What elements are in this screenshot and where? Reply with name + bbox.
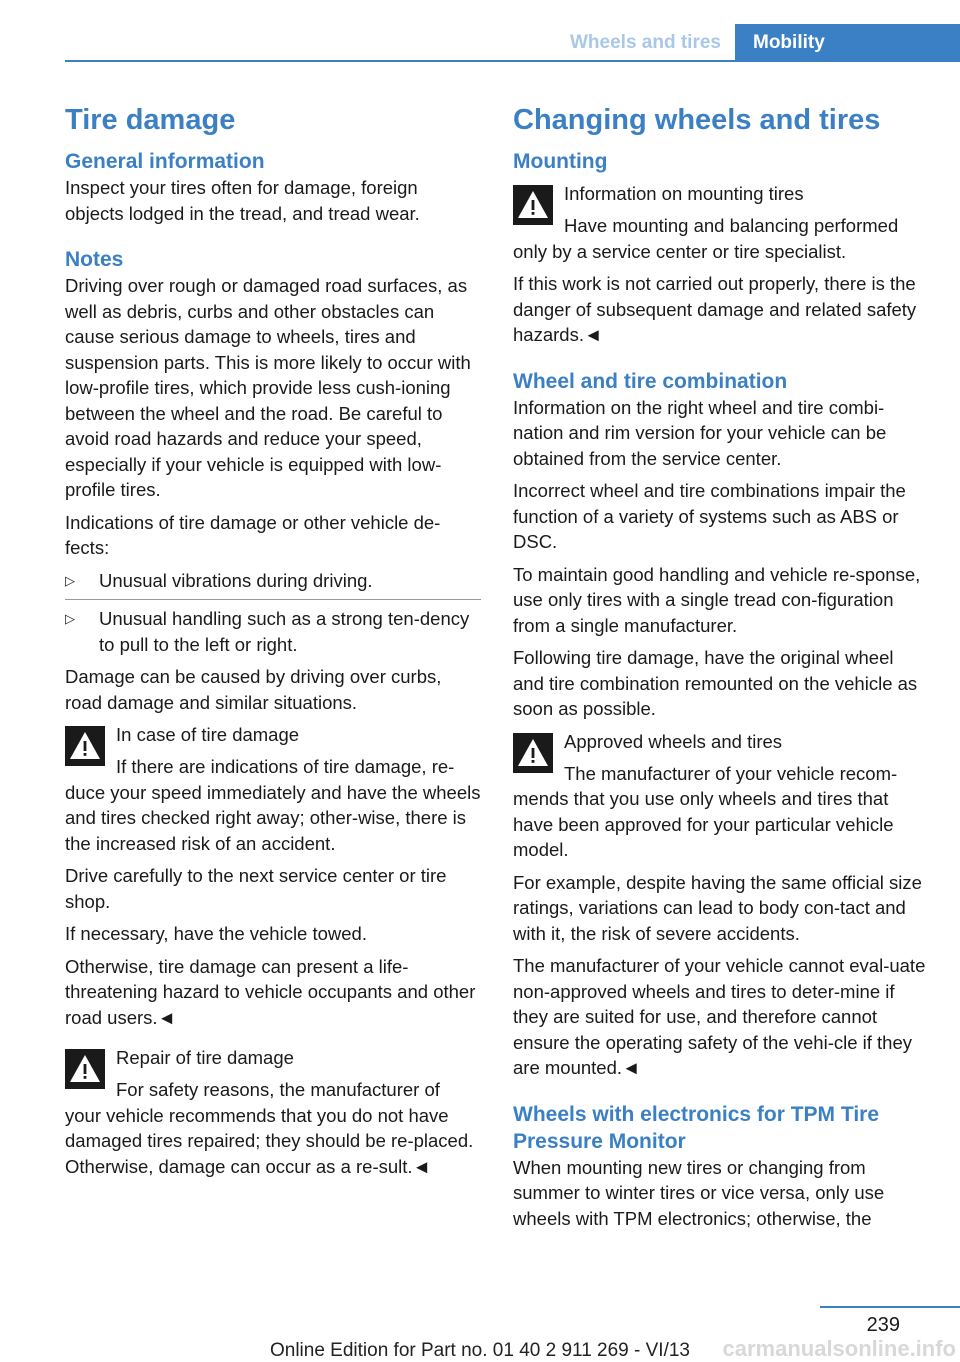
combination-paragraph-2: Incorrect wheel and tire combinations impair the function of a variety of systems such as ABS or DSC. <box>513 480 906 552</box>
warning-body: For safety reasons, the manufacturer of your vehicle recommends that you do not have damaged tires repaired; they should be re-placed. Otherwise, damage can occur as a re-sult.◄ <box>65 1079 474 1177</box>
approved-paragraph-2: For example, despite having the same official size ratings, variations can lead to body con-tact and with it, the risk of severe accidents. <box>513 871 922 944</box>
warning-body: The manufacturer of your vehicle recom-mends that you use only wheels and tires that have been approved for your particular vehicle model. <box>513 762 898 860</box>
right-column <box>513 100 927 1238</box>
triangle-bullet-icon: ▷ <box>65 611 75 626</box>
warning-paragraph-4: Otherwise, tire damage can present a life-threatening hazard to vehicle occupants and other road users.◄ <box>65 955 476 1028</box>
warning-body: Have mounting and balancing performed only by a service center or tire specialist. <box>513 215 899 262</box>
general-information-heading: General information <box>65 150 265 173</box>
warning-paragraph-3: If necessary, have the vehicle towed. <box>65 923 367 944</box>
warning-tire-damage <box>65 722 481 856</box>
notes-paragraph-3: Damage can be caused by driving over curbs, road damage and similar situations. <box>65 666 442 713</box>
warning-title: Information on mounting tires <box>564 183 804 204</box>
wheel-tire-combination-heading: Wheel and tire combination <box>513 369 788 393</box>
warning-title: Approved wheels and tires <box>564 730 783 752</box>
list-item: ▷ Unusual vibrations during driving. <box>65 568 481 601</box>
tire-damage-title: Tire damage <box>65 104 236 136</box>
warning-title: In case of tire damage <box>116 724 300 745</box>
page-number: 239 <box>866 1314 900 1336</box>
combination-paragraph-3: To maintain good handling and vehicle re-sponse, use only tires with a single tread con-figuration from a single manufacturer. <box>513 563 921 636</box>
notes-paragraph-1: Driving over rough or damaged road surfaces, as well as debris, curbs and other obstacles can cause serious damage to wheels, tires and suspension parts. This is more likely to occur with low-profile tires, which provide less cush-ioning between the wheel and the road. Be careful to avoid road hazards and reduce your speed, especially if your vehicle is equipped with low-profile tires. <box>65 275 471 500</box>
triangle-bullet-icon: ▷ <box>65 572 75 588</box>
warning-title: Repair of tire damage <box>116 1047 294 1068</box>
footer-rule <box>820 1306 960 1308</box>
combination-paragraph-1: Information on the right wheel and tire combi-nation and rim version for your vehicle can be obtained from the service center. <box>513 396 887 469</box>
left-column <box>65 100 481 1186</box>
header-section-title: Wheels and tires <box>570 32 721 53</box>
warning-paragraph-2: Drive carefully to the next service center or tire shop. <box>65 865 447 912</box>
notes-paragraph-2: Indications of tire damage or other vehicle de-fects: <box>65 511 441 558</box>
edition-footer: Online Edition for Part no. 01 40 2 911 269 - VI/13 <box>269 1340 691 1361</box>
general-information-text: Inspect your tires often for damage, foreign objects lodged in the tread, and tread wear. <box>65 177 420 224</box>
watermark: carmanualsonline.info <box>722 1336 956 1361</box>
warning-approved-wheels <box>513 729 927 863</box>
notes-heading: Notes <box>65 248 124 271</box>
mounting-paragraph-2: If this work is not carried out properly, there is the danger of subsequent damage and related safety hazards.◄ <box>513 273 917 345</box>
tpm-wheels-heading: Wheels with electronics for TPM Tire Pressure Monitor <box>513 1102 880 1153</box>
list-item: ▷ Unusual handling such as a strong ten-dency to pull to the left or right. <box>65 608 470 655</box>
warning-mounting <box>513 181 927 264</box>
mounting-heading: Mounting <box>513 150 608 173</box>
combination-paragraph-4: Following tire damage, have the original wheel and tire combination remounted on the vehicle as soon as possible. <box>513 647 918 719</box>
tpm-paragraph-1: When mounting new tires or changing from summer to winter tires or vice versa, only use wheels with TPM electronics; otherwise, the <box>513 1156 885 1229</box>
header-chapter-tab: Mobility <box>735 24 960 62</box>
warning-repair <box>65 1045 481 1179</box>
changing-wheels-title: Changing wheels and tires <box>513 104 881 136</box>
damage-indications-list <box>65 568 481 658</box>
warning-body: If there are indications of tire damage, re-duce your speed immediately and have the wheels and tires checked right away; other-wise, there is the increased risk of an accident. <box>65 756 481 854</box>
approved-paragraph-3: The manufacturer of your vehicle cannot eval-uate non-approved wheels and tires to deter-mine if they are suited for use, and therefore cannot ensure the operating safety of the vehi-cle if they are mounted.◄ <box>513 955 926 1078</box>
